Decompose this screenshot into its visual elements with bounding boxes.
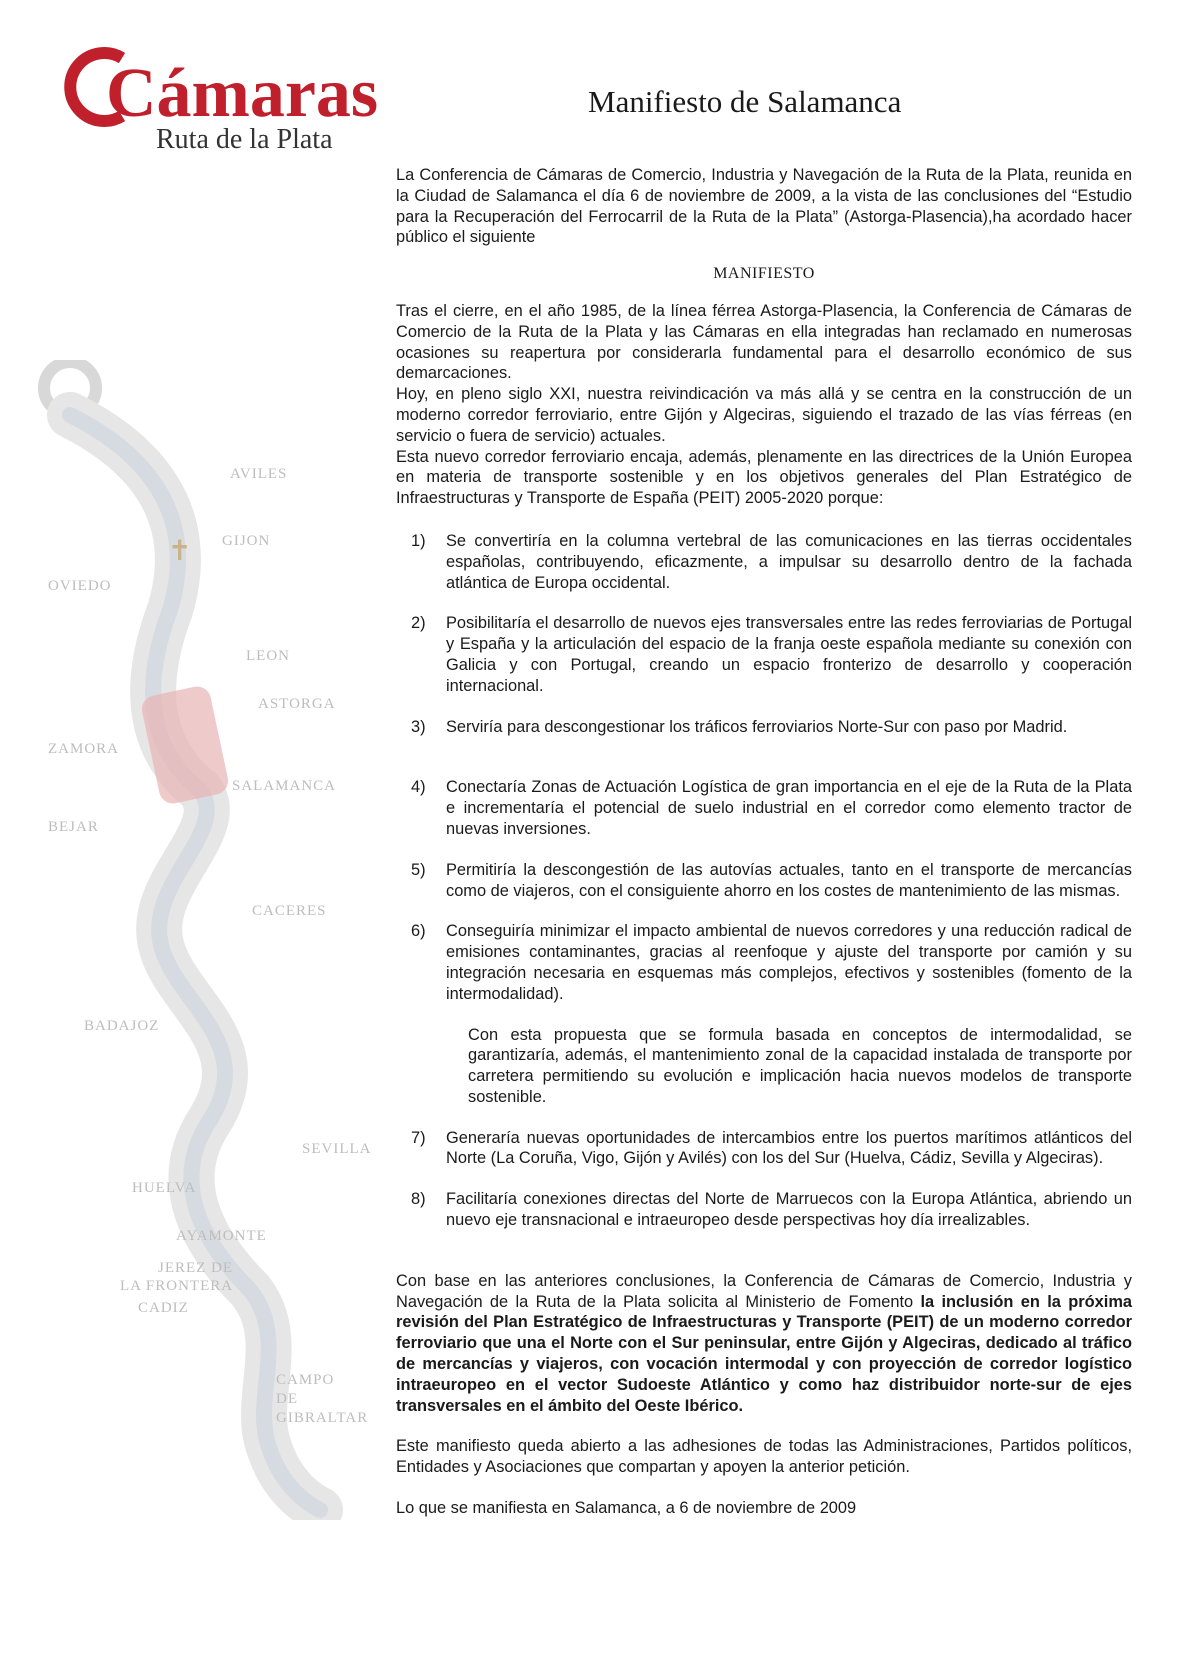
cross-icon: ✝ (168, 535, 192, 566)
list-item-text: Conseguiría minimizar el impacto ambiental de nuevos corredores y una reducción radical de emisiones contaminantes, gracias al reenfoque y ajuste del transporte por camión y su integración necesaria en esquemas más complejos, efectivos y sostenibles (fomento de la intermodalidad). (446, 922, 1132, 1003)
list-item-text: Se convertiría en la columna vertebral de las comunicaciones en las tierras occidentales españolas, contribuyendo, eficazmente, a impulsar su desarrollo dentro de la fachada atlántica de Europa occidental. (446, 531, 1132, 592)
list-item (396, 860, 1132, 902)
intro-paragraph: La Conferencia de Cámaras de Comercio, Industria y Navegación de la Ruta de la Plata, reunida en la Ciudad de Salamanca el día 6 de noviembre de 2009, a la vista de las conclusiones del “Estudio para la Recuperación del Ferrocarril de la Ruta de la Plata” (Astorga-Plasencia),ha acordado hacer público el siguiente (396, 166, 1132, 247)
list-item-text: Generaría nuevas oportunidades de intercambios entre los puertos marítimos atlánticos del Norte (La Coruña, Vigo, Gijón y Avilés) con los del Sur (Huelva, Cádiz, Sevilla y Algeciras). (446, 1128, 1132, 1168)
list-item-text: Permitiría la descongestión de las autovías actuales, tanto en el transporte de mercancías como de viajeros, con el consiguiente ahorro en los costes de mantenimiento de las mismas. (446, 860, 1132, 900)
city-label: BADAJOZ (84, 1018, 160, 1034)
city-label: AYAMONTE (176, 1228, 267, 1244)
list-item-number: 7) (411, 1128, 426, 1147)
list-item-number: 6) (411, 922, 426, 941)
section-heading: MANIFIESTO (713, 265, 815, 283)
list-item-number: 5) (411, 860, 426, 879)
list-item (396, 1128, 1132, 1170)
city-label: SEVILLA (302, 1141, 372, 1157)
city-label: GIBRALTAR (276, 1410, 369, 1426)
list-item (396, 1189, 1132, 1231)
list-item (396, 921, 1132, 1004)
city-label: CADIZ (138, 1300, 189, 1316)
city-label: DE (276, 1391, 298, 1407)
list-item-number: 8) (411, 1190, 426, 1209)
city-label: GIJON (222, 533, 271, 549)
body-paragraph: Esta nuevo corredor ferroviario encaja, además, plenamente en las directrices de la Unión Europea en materia de transporte sostenible y en los objetivos generales del Plan Estratégico de Infraestructuras y Transporte de España (PEIT) 2005-2020 porque: (396, 447, 1132, 508)
city-label: LA FRONTERA (120, 1278, 234, 1294)
adhesion-paragraph: Este manifiesto queda abierto a las adhesiones de todas las Administraciones, Partidos políticos, Entidades y Asociaciones que compartan y apoyen la anterior petición. (396, 1437, 1132, 1477)
list-item (396, 777, 1132, 839)
heraldic-shield (139, 684, 230, 806)
city-label: SALAMANCA (232, 778, 337, 794)
conclusion-bold-text: la inclusión en la próxima revisión del Plan Estratégico de Infraestructuras y Transporte (PEIT) de un moderno corredor ferroviario que una el Norte con el Sur peninsular, entre Gijón y Algeciras, dedicado al tráfico de mercancías y viajeros, con vocación intermodal y con proyección de corredor logístico intraeuropeo en el vector Sudoeste Atlántico y como haz distribuidor norte-sur de ejes transversales en el ámbito del Oeste Ibérico. (396, 1292, 1133, 1415)
note-paragraph: Con esta propuesta que se formula basada en conceptos de intermodalidad, se garantizaría, además, el mantenimiento zonal de la capacidad instalada de transporte por carretera permitiendo su evolución e implicación hacia nuevos modelos de transporte sostenible. (468, 1025, 1132, 1106)
city-label: CACERES (252, 903, 327, 919)
city-label: JEREZ DE (158, 1260, 234, 1276)
conclusion-paragraph (396, 1271, 1132, 1417)
city-label: LEON (246, 648, 290, 664)
route-map-illustration (0, 360, 380, 1520)
list-item-number: 2) (411, 614, 426, 633)
camaras-logo (44, 44, 414, 154)
conclusion-plain-text: Con base en las anteriores conclusiones, la Conferencia de Cámaras de Comercio, Industria y Navegación de la Ruta de la Plata solicita al Ministerio de Fomento (396, 1271, 1132, 1311)
logo-brand-text: Cámaras (106, 55, 379, 132)
list-item-number: 3) (411, 717, 426, 736)
body-paragraph: Tras el cierre, en el año 1985, de la línea férrea Astorga-Plasencia, la Conferencia de Cámaras de Comercio de la Ruta de la Plata y las Cámaras en ella integradas han reclamado en numerosas ocasiones su reapertura por considerarla fundamental para el desarrollo económico de sus demarcaciones. (396, 301, 1132, 383)
city-label: CAMPO (276, 1372, 335, 1388)
list-item-number: 4) (411, 778, 426, 797)
city-label: BEJAR (48, 819, 99, 835)
list-item (396, 717, 1132, 738)
manifesto-body (396, 165, 1132, 1519)
list-item (396, 613, 1132, 696)
list-item-text: Posibilitaría el desarrollo de nuevos ejes transversales entre las redes ferroviarias de Portugal y España y la articulación del espacio de la franja oeste española mediante su conexión con Galicia y con Portugal, creando un espacio fronterizo de desarrollo y cooperación internacional. (446, 614, 1132, 695)
city-label: HUELVA (132, 1180, 197, 1196)
city-label: ASTORGA (258, 696, 336, 712)
city-label: OVIEDO (48, 578, 112, 594)
list-item-text: Facilitaría conexiones directas del Norte de Marruecos con la Europa Atlántica, abriendo un nuevo eje transnacional e intraeuropeo desde perspectivas hoy día irrealizables. (446, 1190, 1132, 1230)
list-item (396, 531, 1132, 593)
list-item-text: Conectaría Zonas de Actuación Logística de gran importancia en el eje de la Ruta de la Plata e incrementaría el potencial de suelo industrial en el corredor como elemento tractor de nuevas inversiones. (446, 778, 1132, 838)
logo-subtitle: Ruta de la Plata (156, 124, 333, 154)
list-item-number: 1) (411, 531, 426, 550)
page-title: Manifiesto de Salamanca (588, 84, 902, 119)
list-item-text: Serviría para descongestionar los tráficos ferroviarios Norte-Sur con paso por Madrid. (446, 717, 1068, 736)
closing-line: Lo que se manifiesta en Salamanca, a 6 de noviembre de 2009 (396, 1499, 857, 1518)
city-label: AVILES (230, 466, 288, 482)
body-paragraph: Hoy, en pleno siglo XXI, nuestra reivindicación va más allá y se centra en la construcción de un moderno corredor ferroviario, entre Gijón y Algeciras, siguiendo el trazado de las vías férreas (en servicio o fuera de servicio) actuales. (396, 385, 1132, 445)
city-label: ZAMORA (48, 741, 120, 757)
